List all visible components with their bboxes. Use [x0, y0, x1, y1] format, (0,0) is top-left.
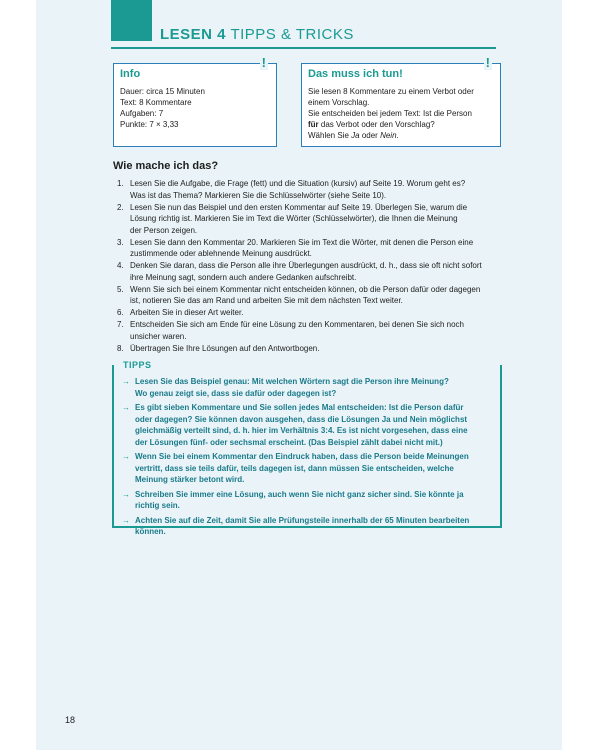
arrow-right-icon: → [122, 377, 130, 386]
info-box-title: Info [120, 68, 141, 80]
step-line: Lösung richtig ist. Markieren Sie im Text die Wörter (Schlüsselwörter), die Ihnen die Meinung [130, 214, 458, 223]
info-line: Dauer: circa 15 Minuten [120, 87, 205, 96]
step-line: Lesen Sie dann den Kommentar 20. Markieren Sie im Text die Wörter, mit denen die Person eine [130, 237, 474, 247]
tipp-item [122, 451, 494, 486]
step-item [113, 343, 503, 355]
step-line: zustimmende oder ablehnende Meinung ausdrückt. [130, 249, 312, 258]
task-line-pre: Wählen Sie [308, 131, 352, 140]
exclamation-icon: ! [485, 55, 490, 70]
tipp-line: Achten Sie auf die Zeit, damit Sie alle Prüfungsteile innerhalb der 65 Minuten bearbeiten [135, 515, 470, 525]
step-number: 6. [117, 308, 124, 317]
step-item [113, 202, 503, 237]
step-number: 8. [117, 343, 124, 353]
step-number: 7. [117, 320, 124, 329]
steps-list [113, 178, 503, 355]
arrow-right-icon: → [122, 403, 130, 412]
step-line: Lesen Sie die Aufgabe, die Frage (fett) und die Situation (kursiv) auf Seite 19. Worum geht es? [130, 179, 466, 188]
tipp-item [122, 376, 494, 399]
tipp-line: richtig sein. [135, 501, 180, 510]
step-line: der Person zeigen. [130, 225, 198, 235]
task-line [308, 130, 494, 141]
tipp-line: gleichmäßig verteilt sind, d. h. hier im Verhältnis 3:4. Es ist nicht vorgesehen, dass eine [135, 426, 468, 435]
step-line: Was ist das Thema? Markieren Sie die Schlüsselwörter (siehe Seite 10). [130, 190, 387, 200]
task-line-end: . [396, 131, 399, 140]
task-line: Sie lesen 8 Kommentare zu einem Verbot oder [308, 87, 474, 96]
step-line: unsicher waren. [130, 331, 187, 341]
step-line: ist, notieren Sie das am Rand und arbeiten Sie mit dem nächsten Text weiter. [130, 296, 403, 305]
step-line: Lesen Sie nun das Beispiel und den ersten Kommentar auf Seite 19. Überlegen Sie, warum die [130, 202, 468, 212]
info-line: Punkte: 7 × 3,33 [120, 120, 179, 129]
page-title [160, 26, 354, 43]
tipps-box-right-rule [500, 365, 502, 528]
answer-ja: Ja [351, 131, 360, 140]
step-number: 4. [117, 261, 124, 270]
step-item [113, 284, 503, 307]
section-heading: Wie mache ich das? [113, 160, 219, 172]
exclamation-icon: ! [261, 55, 266, 70]
tipp-line: Meinung stärker betont wird. [135, 475, 245, 484]
tipp-line: der Lösungen fünf- oder sechsmal erscheint. (Das Beispiel zählt dabei nicht mit.) [135, 437, 443, 447]
task-line: Sie entscheiden bei jedem Text: Ist die Person [308, 109, 472, 118]
step-line: Übertragen Sie Ihre Lösungen auf den Antwortbogen. [130, 343, 320, 353]
info-box-body [120, 86, 270, 130]
task-bold-word: für [308, 120, 319, 129]
info-box [113, 55, 277, 147]
chapter-color-block [111, 0, 152, 41]
title-rest: TIPPS & TRICKS [230, 26, 354, 43]
step-line: Denken Sie daran, dass die Person alle ihre Überlegungen ausdrückt, d. h., dass sie oft nicht sofort [130, 261, 482, 270]
task-box [301, 55, 501, 147]
tipp-line: Lesen Sie das Beispiel genau: Mit welchen Wörtern sagt die Person ihre Meinung? [135, 377, 449, 386]
step-item [113, 319, 503, 342]
answer-nein: Nein [380, 131, 397, 140]
step-line: Wenn Sie sich bei einem Kommentar nicht entscheiden können, ob die Person dafür oder dagegen [130, 284, 481, 294]
info-line: Aufgaben: 7 [120, 109, 164, 118]
step-number: 5. [117, 284, 124, 294]
tipp-line: vertritt, dass sie teils dafür, teils dagegen ist, dann müssen Sie entscheiden, welche [135, 463, 454, 473]
tipp-item [122, 515, 494, 538]
tipp-item [122, 402, 494, 448]
step-number: 3. [117, 237, 124, 247]
tipp-line: können. [135, 527, 166, 536]
task-line [308, 119, 494, 130]
step-number: 2. [117, 202, 124, 212]
step-line: Arbeiten Sie in dieser Art weiter. [130, 308, 244, 317]
step-line: Entscheiden Sie sich am Ende für eine Lösung zu den Kommentaren, bei denen Sie sich noch [130, 320, 464, 329]
tipp-line: oder dagegen? Sie können davon ausgehen, dass die Lösungen Ja und Nein möglichst [135, 414, 468, 424]
step-item [113, 178, 503, 201]
tipps-list [122, 376, 494, 541]
step-item [113, 307, 503, 319]
task-line-mid: oder [359, 131, 381, 140]
tipp-line: Wenn Sie bei einem Kommentar den Eindruck haben, dass die Person beide Meinungen [135, 452, 469, 461]
arrow-right-icon: → [122, 515, 130, 525]
tipp-line: Es gibt sieben Kommentare und Sie sollen jedes Mal entscheiden: Ist die Person dafür [135, 403, 464, 412]
task-box-body [308, 86, 494, 141]
header-rule [111, 47, 496, 49]
arrow-right-icon: → [122, 489, 130, 499]
step-number: 1. [117, 179, 124, 188]
tipps-title: TIPPS [120, 360, 155, 370]
tipp-item [122, 489, 494, 512]
step-item [113, 260, 503, 283]
task-line-rest: das Verbot oder den Vorschlag? [318, 120, 435, 129]
task-line: einem Vorschlag. [308, 98, 370, 107]
tipp-line: Wo genau zeigt sie, dass sie dafür oder dagegen ist? [135, 388, 337, 398]
title-bold: LESEN 4 [160, 26, 227, 43]
step-item [113, 237, 503, 260]
arrow-right-icon: → [122, 452, 130, 461]
page-number: 18 [65, 715, 76, 725]
task-box-title: Das muss ich tun! [308, 68, 403, 80]
info-line: Text: 8 Kommentare [120, 98, 192, 107]
tipp-line: Schreiben Sie immer eine Lösung, auch wenn Sie nicht ganz sicher sind. Sie könnte ja [135, 489, 464, 499]
step-line: ihre Meinung sagt, sondern auch andere Gedanken aufschreibt. [130, 272, 357, 282]
